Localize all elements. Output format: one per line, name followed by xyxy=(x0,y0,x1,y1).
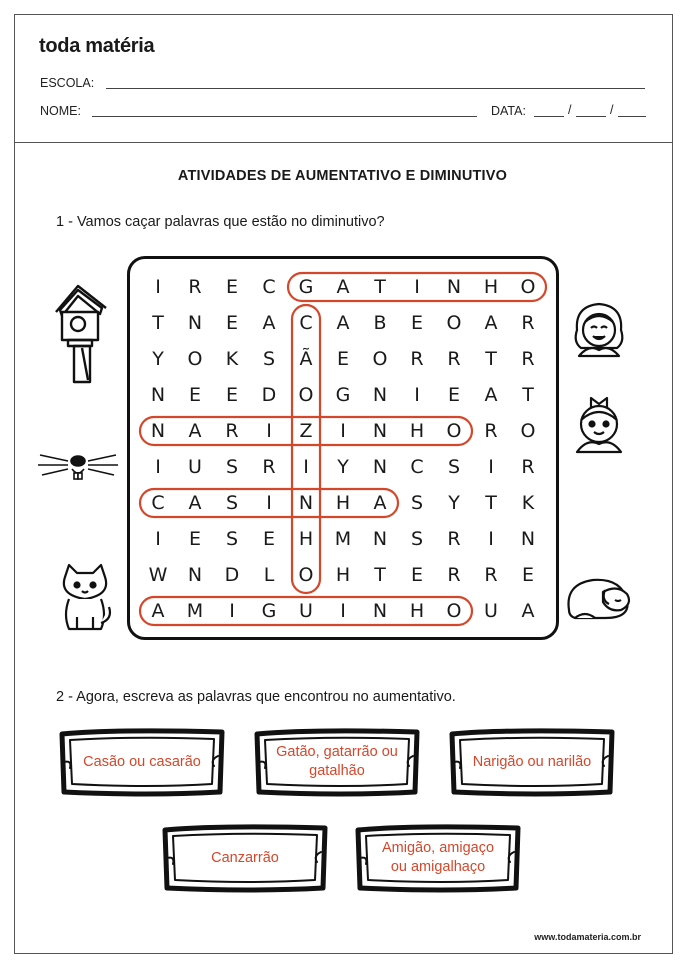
grid-letter[interactable]: R xyxy=(447,348,461,370)
grid-letter[interactable]: E xyxy=(336,348,350,370)
grid-letter[interactable]: A xyxy=(188,420,202,442)
grid-letter[interactable]: T xyxy=(522,384,534,406)
grid-letter[interactable]: S xyxy=(447,456,461,478)
grid-letter[interactable]: U xyxy=(188,456,202,478)
grid-letter[interactable]: T xyxy=(152,312,164,334)
answer-board xyxy=(58,726,226,798)
grid-letter[interactable]: S xyxy=(410,528,424,550)
grid-letter[interactable]: I xyxy=(155,276,161,298)
grid-letter[interactable]: Ã xyxy=(299,348,313,370)
school-line[interactable] xyxy=(106,88,645,89)
word-search-grid xyxy=(127,256,559,640)
grid-letter[interactable]: E xyxy=(262,528,276,550)
grid-letter[interactable]: S xyxy=(225,492,239,514)
grid-letter[interactable]: R xyxy=(484,564,498,586)
mouse-whiskers-icon xyxy=(38,447,118,487)
girl-smiling-icon xyxy=(571,300,629,362)
grid-letter[interactable]: G xyxy=(261,600,277,622)
grid-letter[interactable]: I xyxy=(266,492,272,514)
name-line[interactable] xyxy=(92,116,477,117)
grid-letter[interactable]: E xyxy=(447,384,461,406)
grid-letter[interactable]: E xyxy=(225,276,239,298)
answer-board xyxy=(253,726,421,798)
grid-letter[interactable]: E xyxy=(225,312,239,334)
grid-letter[interactable]: R xyxy=(262,456,276,478)
grid-letter[interactable]: S xyxy=(225,528,239,550)
grid-letter[interactable]: E xyxy=(410,312,424,334)
grid-letter[interactable]: I xyxy=(340,420,346,442)
question-2: 2 - Agora, escreva as palavras que encontrou no aumentativo. xyxy=(56,689,456,705)
grid-letter[interactable]: S xyxy=(225,456,239,478)
grid-letter[interactable]: G xyxy=(335,384,351,406)
grid-letter[interactable]: A xyxy=(484,384,498,406)
grid-letter[interactable]: U xyxy=(484,600,498,622)
footer-url[interactable]: www.todamateria.com.br xyxy=(534,932,641,942)
grid-letter[interactable]: I xyxy=(303,456,309,478)
grid-letter[interactable]: N xyxy=(372,528,388,550)
grid-letter[interactable]: E xyxy=(188,528,202,550)
grid-letter[interactable]: N xyxy=(372,600,388,622)
grid-letter[interactable]: E xyxy=(410,564,424,586)
grid-letter[interactable]: N xyxy=(372,384,388,406)
grid-letter[interactable]: I xyxy=(229,600,235,622)
grid-letter[interactable]: N xyxy=(372,456,388,478)
grid-letter[interactable]: N xyxy=(520,528,536,550)
grid-letter[interactable]: M xyxy=(334,528,352,550)
name-label: NOME: xyxy=(40,104,81,118)
grid-letter[interactable]: H xyxy=(335,564,351,586)
grid-letter[interactable]: T xyxy=(374,276,386,298)
grid-letter[interactable]: O xyxy=(187,348,203,370)
grid-letter[interactable]: K xyxy=(521,492,535,514)
brand-logo: toda matéria xyxy=(39,35,155,57)
grid-letter[interactable]: A xyxy=(262,312,276,334)
grid-letter[interactable]: R xyxy=(484,420,498,442)
grid-letter[interactable]: A xyxy=(373,492,387,514)
grid-letter[interactable]: I xyxy=(155,528,161,550)
grid-letter[interactable]: R xyxy=(447,564,461,586)
grid-letter[interactable]: T xyxy=(485,492,497,514)
grid-letter[interactable]: R xyxy=(521,456,535,478)
grid-letter[interactable]: Z xyxy=(299,420,313,442)
grid-letter[interactable]: T xyxy=(485,348,497,370)
grid-letter[interactable]: O xyxy=(446,420,462,442)
grid-letter[interactable]: O xyxy=(520,276,536,298)
grid-letter[interactable]: R xyxy=(410,348,424,370)
answer-board xyxy=(448,726,616,798)
grid-letter[interactable]: R xyxy=(225,420,239,442)
grid-letter[interactable]: O xyxy=(298,564,314,586)
grid-letter[interactable]: R xyxy=(521,312,535,334)
grid-letter[interactable]: I xyxy=(340,600,346,622)
grid-letter[interactable]: C xyxy=(262,276,276,298)
grid-letter[interactable]: A xyxy=(336,312,350,334)
grid-letter[interactable]: Y xyxy=(152,348,164,370)
answer-text: Canzarrão xyxy=(211,849,279,866)
grid-letter[interactable]: A xyxy=(151,600,165,622)
grid-letter[interactable]: M xyxy=(186,600,204,622)
grid-letter[interactable]: L xyxy=(263,564,275,586)
grid-letter[interactable]: O xyxy=(298,384,314,406)
grid-letter[interactable]: W xyxy=(148,564,168,586)
worksheet-title: ATIVIDADES DE AUMENTATIVO E DIMINUTIVO xyxy=(177,168,508,184)
grid-letter[interactable]: B xyxy=(373,312,387,334)
header xyxy=(15,15,672,143)
answer-board xyxy=(354,822,522,894)
grid-letter[interactable]: A xyxy=(336,276,350,298)
grid-letter[interactable]: I xyxy=(488,528,494,550)
answer-text: Gatão, gatarrão ou gatalhão xyxy=(276,744,398,779)
answer-text: Casão ou casarão xyxy=(83,753,201,770)
grid-letter[interactable]: C xyxy=(151,492,165,514)
grid-letter[interactable]: O xyxy=(446,312,462,334)
sleeping-dog-icon xyxy=(565,570,637,622)
grid-letter[interactable]: N xyxy=(446,276,462,298)
grid-letter[interactable]: O xyxy=(372,348,388,370)
grid-letter[interactable]: C xyxy=(410,456,424,478)
grid-letter[interactable]: D xyxy=(261,384,277,406)
grid-letter[interactable]: A xyxy=(484,312,498,334)
word-search-svg xyxy=(130,259,556,637)
grid-letter[interactable]: H xyxy=(483,276,499,298)
grid-letter[interactable]: I xyxy=(155,456,161,478)
date-year-line[interactable] xyxy=(618,116,646,117)
question-1: 1 - Vamos caçar palavras que estão no diminutivo? xyxy=(56,214,385,230)
grid-letter[interactable]: N xyxy=(372,420,388,442)
grid-letter[interactable]: T xyxy=(374,564,386,586)
grid-letter[interactable]: I xyxy=(414,276,420,298)
grid-letter[interactable]: R xyxy=(521,348,535,370)
grid-letter[interactable]: N xyxy=(187,564,203,586)
grid-letter[interactable]: O xyxy=(446,600,462,622)
answer-text: Amigão, amigaço ou amigalhaço xyxy=(381,840,495,875)
grid-letter[interactable]: N xyxy=(187,312,203,334)
grid-letter[interactable]: I xyxy=(266,420,272,442)
answer-board xyxy=(161,822,329,894)
girl-bow-icon xyxy=(569,390,629,456)
grid-letter[interactable]: I xyxy=(414,384,420,406)
date-day-line[interactable] xyxy=(534,116,564,117)
grid-letter[interactable]: S xyxy=(262,348,276,370)
grid-letter[interactable]: U xyxy=(299,600,313,622)
grid-letter[interactable]: K xyxy=(225,348,239,370)
grid-letter[interactable]: H xyxy=(298,528,314,550)
grid-letter[interactable]: S xyxy=(410,492,424,514)
grid-letter[interactable]: E xyxy=(225,384,239,406)
grid-letter[interactable]: H xyxy=(409,600,425,622)
date-month-line[interactable] xyxy=(576,116,606,117)
cat-icon xyxy=(55,563,115,633)
grid-letter[interactable]: E xyxy=(188,384,202,406)
grid-letter[interactable]: N xyxy=(150,384,166,406)
answer-text: Narigão ou narilão xyxy=(472,753,592,770)
date-label: DATA: xyxy=(491,104,526,118)
grid-letter[interactable]: Y xyxy=(337,456,349,478)
school-label: ESCOLA: xyxy=(40,76,95,90)
grid-letter[interactable]: R xyxy=(447,528,461,550)
grid-letter[interactable]: N xyxy=(150,420,166,442)
date-sep: / xyxy=(568,103,572,117)
grid-letter[interactable]: R xyxy=(188,276,202,298)
grid-letter[interactable]: E xyxy=(521,564,535,586)
grid-letter[interactable]: Y xyxy=(448,492,460,514)
grid-letter[interactable]: A xyxy=(188,492,202,514)
grid-letter[interactable]: A xyxy=(521,600,535,622)
grid-letter[interactable]: H xyxy=(335,492,351,514)
grid-letter[interactable]: I xyxy=(488,456,494,478)
grid-letter[interactable]: O xyxy=(520,420,536,442)
grid-letter[interactable]: H xyxy=(409,420,425,442)
birdhouse-icon xyxy=(48,280,114,386)
grid-letter[interactable]: C xyxy=(299,312,313,334)
grid-letter[interactable]: D xyxy=(224,564,240,586)
grid-letter[interactable]: N xyxy=(298,492,314,514)
date-sep: / xyxy=(610,103,614,117)
grid-letter[interactable]: G xyxy=(298,276,314,298)
